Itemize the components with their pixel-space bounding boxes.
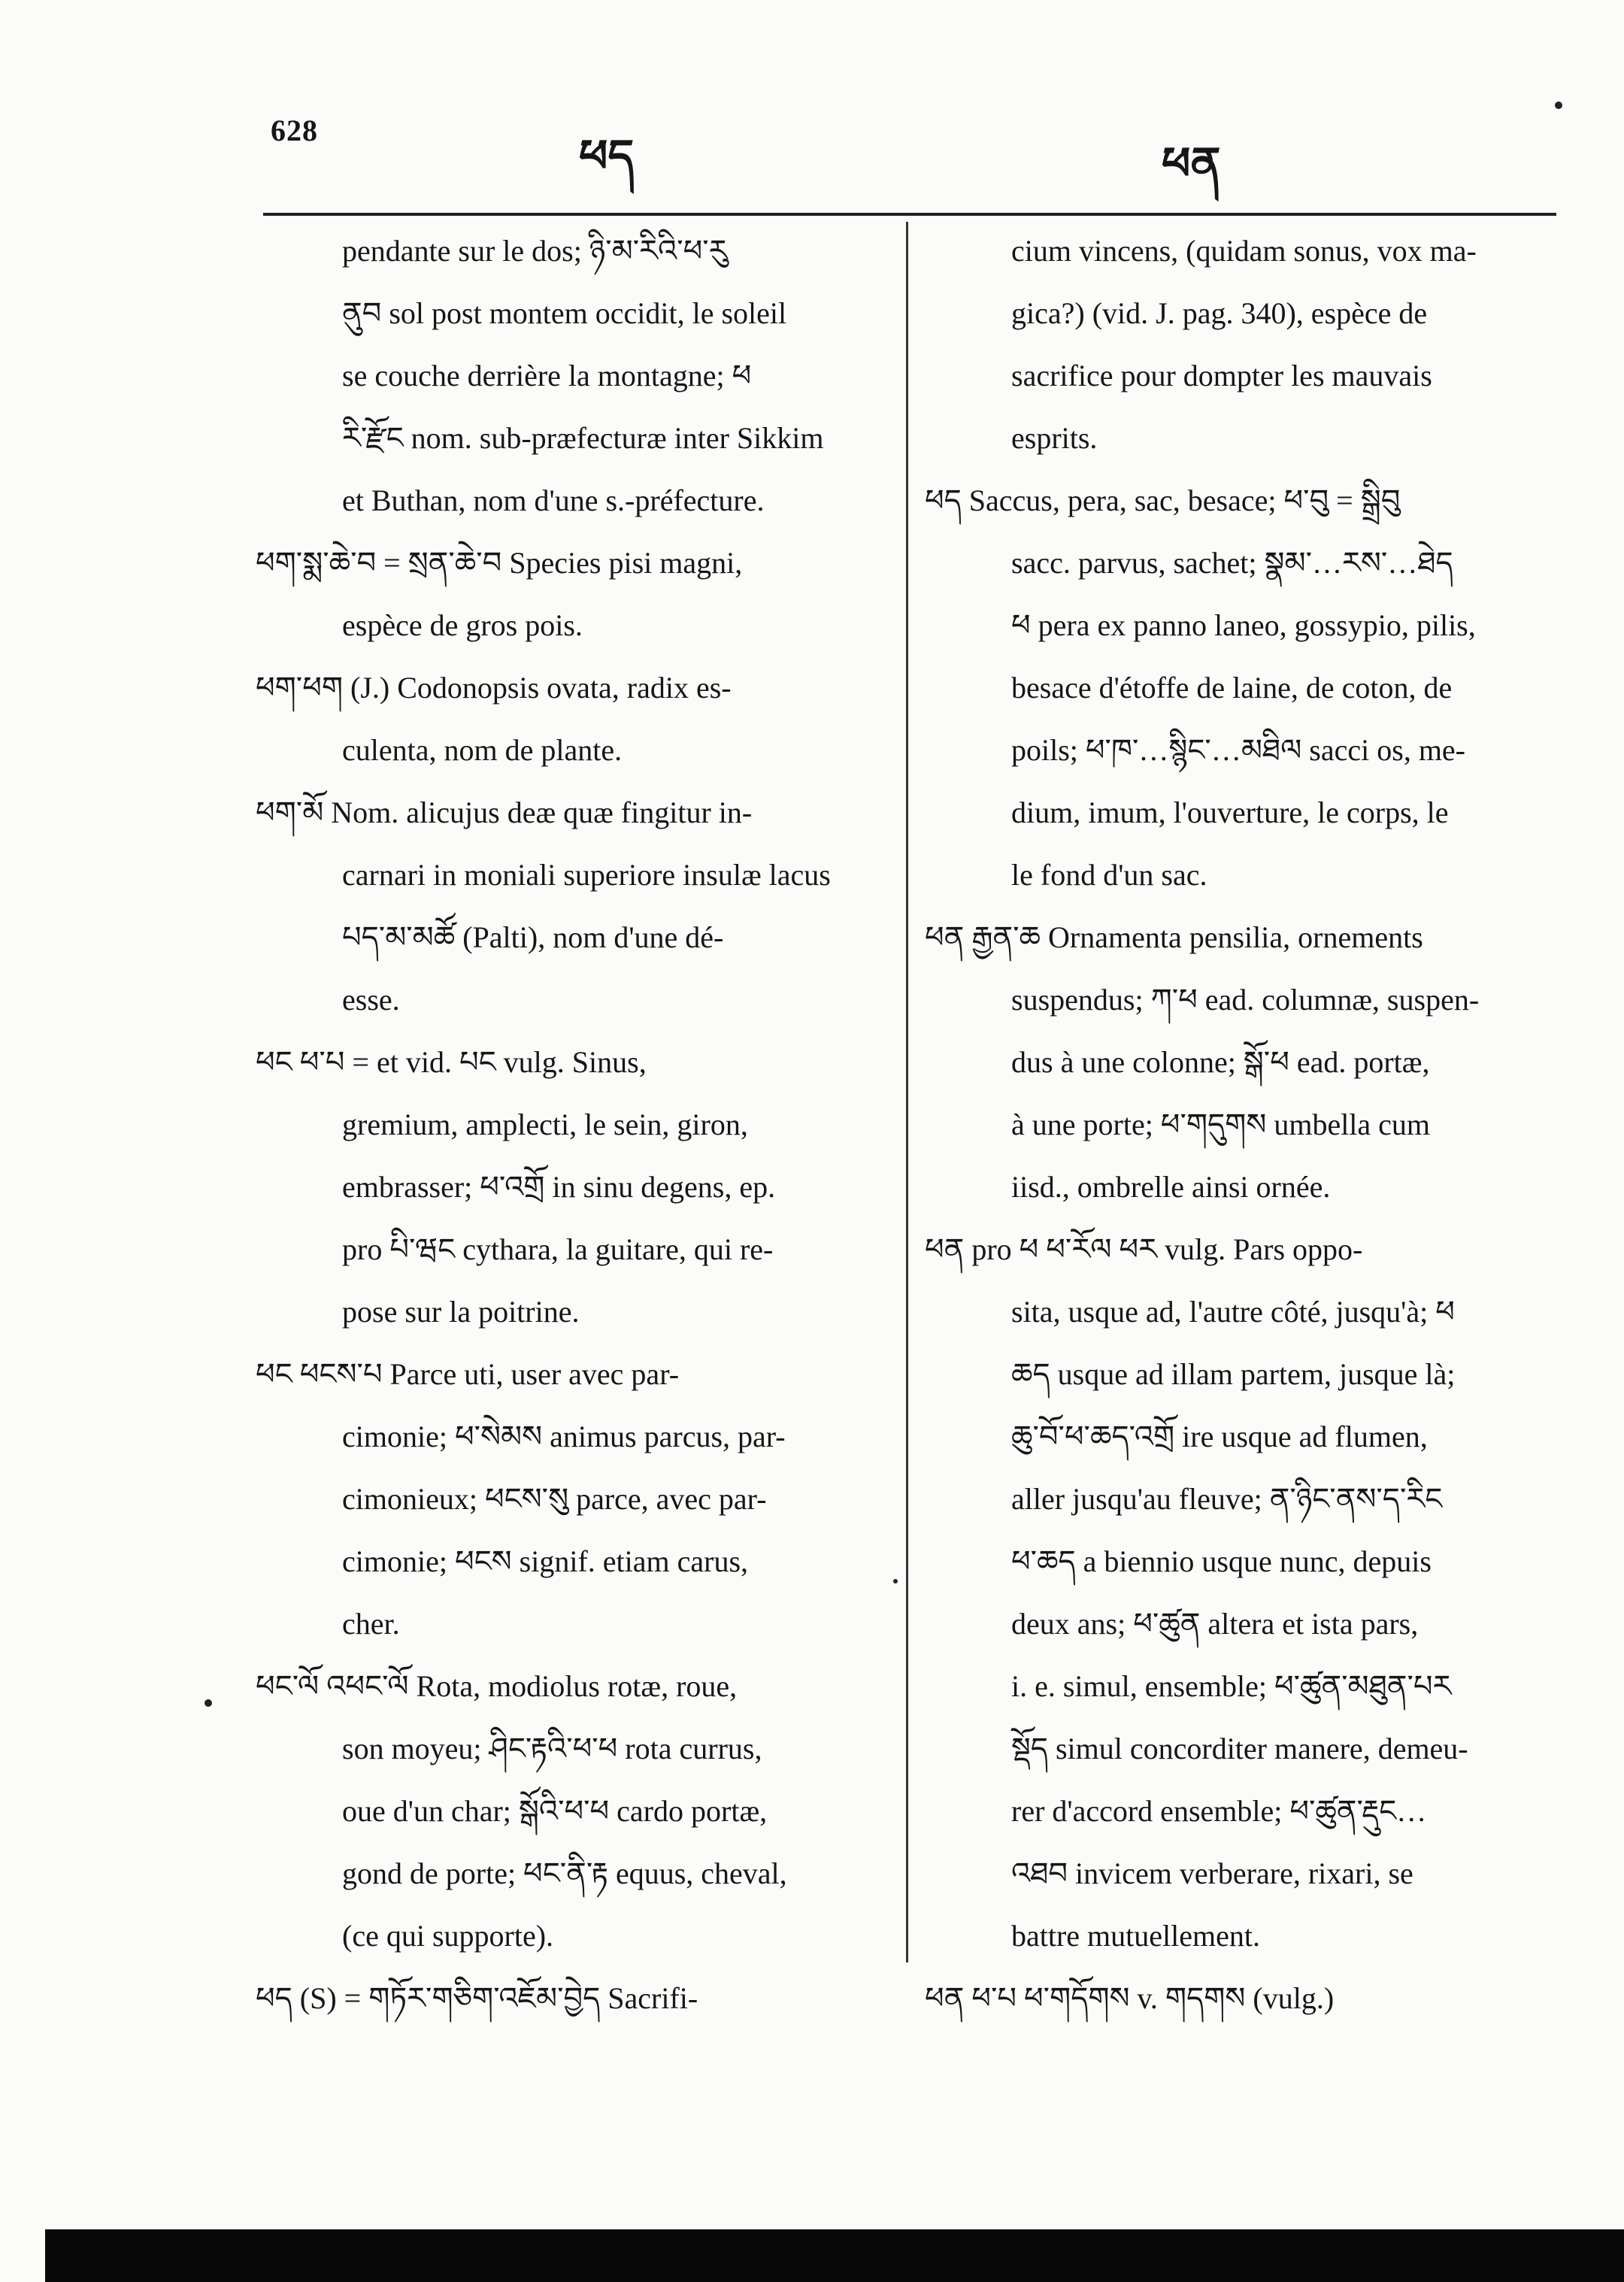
dictionary-line: sacrifice pour dompter les mauvais (1011, 359, 1432, 392)
scan-speck (1555, 102, 1562, 109)
dictionary-line: espèce de gros pois. (342, 608, 583, 642)
right-column (925, 220, 1564, 2029)
scan-speck (205, 1699, 212, 1707)
dictionary-line: ཕང ཕངས་པ Parce uti, user avec par- (256, 1357, 680, 1391)
dictionary-line: et Buthan, nom d'une s.-préfecture. (342, 483, 765, 517)
column-divider (906, 222, 908, 1962)
dictionary-line: dus à une colonne; སྒོ་ཕ ead. portæ, (1011, 1045, 1430, 1079)
bottom-scan-band (45, 2229, 1624, 2282)
dictionary-line: culenta, nom de plante. (342, 733, 623, 767)
dictionary-line: ཆུ་བོ་ཕ་ཆད་འགྲོ ire usque ad flumen, (1011, 1420, 1428, 1453)
left-column (256, 220, 902, 2029)
dictionary-line: cium vincens, (quidam sonus, vox ma- (1011, 234, 1477, 268)
dictionary-line: ཕད (S) = གཏོར་གཅིག་འཇོམ་བྱེད Sacrifi- (256, 1981, 698, 2015)
header-rule (263, 213, 1556, 216)
dictionary-line: པད་མ་མཚོ (Palti), nom d'une dé- (342, 920, 724, 954)
dictionary-line: ཕག་ཕག (J.) Codonopsis ovata, radix es- (256, 671, 732, 705)
dictionary-line: pro པི་ཝང cythara, la guitare, qui re- (342, 1232, 774, 1266)
page-number: 628 (271, 114, 318, 147)
scan-speck (893, 1579, 898, 1583)
dictionary-line: སྡོད simul concorditer manere, demeu- (1011, 1732, 1468, 1765)
dictionary-line: oue d'un char; སྒོའི་ཕ་ཕ cardo portæ, (342, 1794, 768, 1828)
dictionary-line: ཕ་ཆད a biennio usque nunc, depuis (1011, 1544, 1432, 1578)
dictionary-line: ཕན རྒྱན་ཆ Ornamenta pensilia, ornements (925, 920, 1423, 954)
dictionary-line: ཕན pro ཕ ཕ་རོལ ཕར vulg. Pars oppo- (925, 1232, 1363, 1266)
running-headword-left: ཕད (579, 132, 635, 181)
running-headword-right: ཕན (1162, 139, 1221, 189)
dictionary-line: cimonieux; ཕངས་སུ parce, avec par- (342, 1482, 767, 1516)
dictionary-line: ཆད usque ad illam partem, jusque là; (1011, 1357, 1456, 1391)
dictionary-line: ཕང ཕ་པ = et vid. པང vulg. Sinus, (256, 1045, 647, 1079)
dictionary-line: pose sur la poitrine. (342, 1295, 580, 1329)
dictionary-line: (ce qui supporte). (342, 1919, 554, 1953)
dictionary-line: ཕག་སྨ་ཆེ་བ = སྲན་ཆེ་བ Species pisi magni, (256, 546, 743, 580)
dictionary-line: iisd., ombrelle ainsi ornée. (1011, 1170, 1331, 1204)
dictionary-line: rer d'accord ensemble; ཕ་ཚུན་རྡུང… (1011, 1794, 1427, 1828)
dictionary-line: aller jusqu'au fleuve; ན་ཉིང་ནས་ད་རིང (1011, 1482, 1443, 1516)
dictionary-line: cher. (342, 1607, 400, 1641)
dictionary-line: ཕད Saccus, pera, sac, besace; ཕ་བུ = སྒྲིབུ (925, 483, 1401, 517)
dictionary-line: poils; ཕ་ཁ་…སྙིང་…མཐིལ sacci os, me- (1011, 733, 1466, 767)
dictionary-line: ནུབ sol post montem occidit, le soleil (342, 296, 787, 330)
dictionary-line: le fond d'un sac. (1011, 858, 1207, 892)
dictionary-line: dium, imum, l'ouverture, le corps, le (1011, 796, 1449, 829)
dictionary-line: ཕག་མོ Nom. alicujus deæ quæ fingitur in- (256, 796, 753, 829)
dictionary-line: cimonie; ཕ་སེམས animus parcus, par- (342, 1420, 786, 1453)
dictionary-line: ཕ pera ex panno laneo, gossypio, pilis, (1011, 608, 1476, 642)
dictionary-line: esse. (342, 983, 400, 1017)
dictionary-line: gond de porte; ཕང་ནི་རྟ equus, cheval, (342, 1856, 787, 1890)
dictionary-line: cimonie; ཕངས signif. etiam carus, (342, 1544, 749, 1578)
dictionary-line: འཐབ invicem verberare, rixari, se (1011, 1856, 1413, 1890)
dictionary-line: i. e. simul, ensemble; ཕ་ཚུན་མཐུན་པར (1011, 1669, 1452, 1703)
dictionary-line: embrasser; ཕ་འགྲོ in sinu degens, ep. (342, 1170, 776, 1204)
dictionary-line: ཕན ཕ་པ ཕ་གདོགས v. གདགས (vulg.) (925, 1981, 1335, 2015)
dictionary-line: gremium, amplecti, le sein, giron, (342, 1108, 748, 1141)
dictionary-line: battre mutuellement. (1011, 1919, 1260, 1953)
dictionary-line: sita, usque ad, l'autre côté, jusqu'à; ཕ (1011, 1295, 1455, 1329)
dictionary-line: རི་རྫོང nom. sub-præfecturæ inter Sikkim (342, 421, 824, 455)
dictionary-line: pendante sur le dos; ཉི་མ་རིའི་ཕ་རུ (342, 234, 728, 268)
dictionary-line: son moyeu; ཤིང་རྟའི་ཕ་ཕ rota currus, (342, 1732, 762, 1765)
dictionary-line: esprits. (1011, 421, 1098, 455)
dictionary-line: ཕང་ལོ འཕང་ལོ Rota, modiolus rotæ, roue, (256, 1669, 738, 1703)
dictionary-line: se couche derrière la montagne; ཕ (342, 359, 752, 392)
dictionary-line: sacc. parvus, sachet; སྣམ་…རས་…ཐེད (1011, 546, 1453, 580)
dictionary-line: à une porte; ཕ་གདུགས umbella cum (1011, 1108, 1431, 1141)
dictionary-line: gica?) (vid. J. pag. 340), espèce de (1011, 296, 1428, 330)
dictionary-line: suspendus; ཀ་ཕ ead. columnæ, suspen- (1011, 983, 1480, 1017)
dictionary-line: besace d'étoffe de laine, de coton, de (1011, 671, 1453, 705)
dictionary-line: carnari in moniali superiore insulæ lacus (342, 858, 831, 892)
dictionary-line: deux ans; ཕ་ཚུན altera et ista pars, (1011, 1607, 1419, 1641)
